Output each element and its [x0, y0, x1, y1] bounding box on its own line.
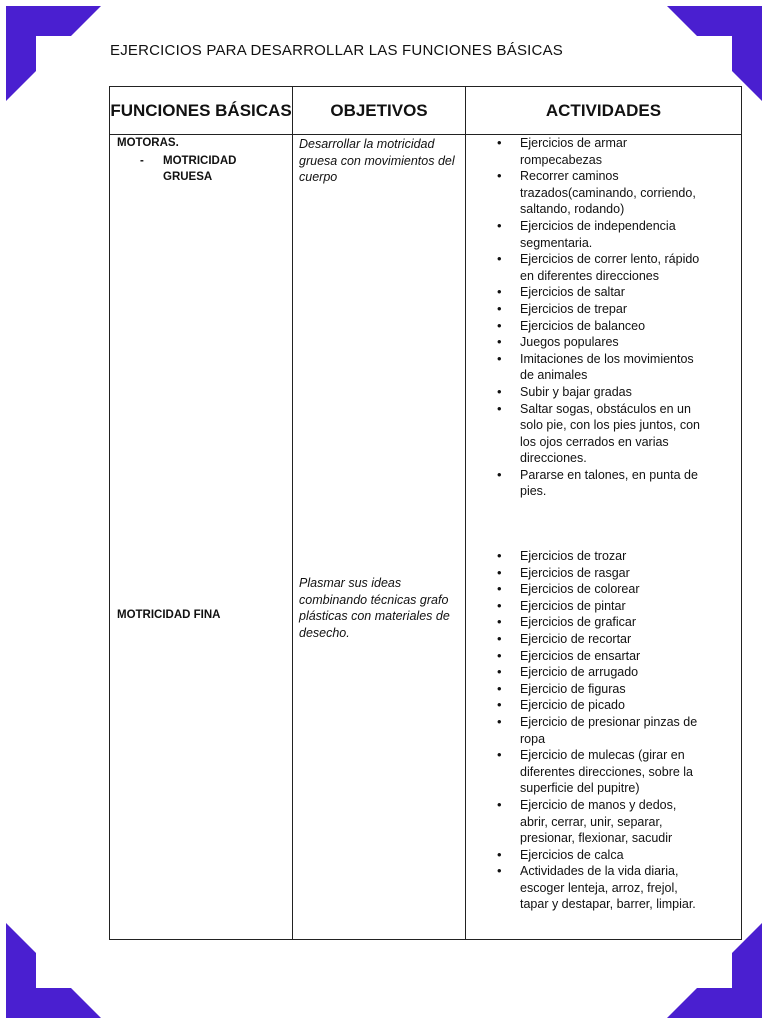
header-funciones: FUNCIONES BÁSICAS	[110, 87, 293, 135]
activity-item: • Ejercicio de picado	[466, 697, 700, 714]
activity-item: • Ejercicio de recortar	[466, 631, 700, 648]
activity-item: • Ejercicio de presionar pinzas de ropa	[466, 714, 700, 747]
activity-item: • Ejercicios de ensartar	[466, 648, 700, 665]
header-actividades: ACTIVIDADES	[466, 87, 742, 135]
activity-item: • Subir y bajar gradas	[466, 384, 700, 401]
activity-item: • Ejercicio de figuras	[466, 681, 700, 698]
activity-item: • Ejercicios de rasgar	[466, 565, 700, 582]
activity-item: • Juegos populares	[466, 334, 700, 351]
header-objetivos: OBJETIVOS	[293, 87, 466, 135]
objetivo-gruesa: Desarrollar la motricidad gruesa con movimientos del cuerpo	[299, 137, 455, 185]
functions-table	[109, 86, 742, 940]
funcion-motricidad-gruesa: MOTRICIDAD GRUESA	[163, 155, 237, 183]
activity-item: • Ejercicio de mulecas (girar en diferentes direcciones, sobre la superficie del pupitre)	[466, 747, 700, 797]
activity-item: • Ejercicio de manos y dedos, abrir, cerrar, unir, separar, presionar, flexionar, sacudir	[466, 797, 700, 847]
document-title: EJERCICIOS PARA DESARROLLAR LAS FUNCIONES BÁSICAS	[110, 42, 563, 59]
activity-item: • Ejercicios de armar rompecabezas	[466, 135, 700, 168]
activity-item: • Recorrer caminos trazados(caminando, corriendo, saltando, rodando)	[466, 168, 700, 218]
funcion-motoras: MOTORAS.	[117, 137, 179, 149]
funciones-cell	[110, 135, 293, 940]
activity-item: • Ejercicio de arrugado	[466, 664, 700, 681]
dash-marker: -	[140, 155, 144, 167]
activity-item: • Ejercicios de trepar	[466, 301, 700, 318]
activity-item: • Saltar sogas, obstáculos en un solo pie, con los pies juntos, con los ojos cerrados en varias direcciones.	[466, 401, 700, 467]
actividades-fina-list	[466, 548, 736, 913]
funcion-motricidad-fina: MOTRICIDAD FINA	[117, 609, 221, 621]
objetivos-cell	[293, 135, 466, 940]
activity-item: • Ejercicios de calca	[466, 847, 700, 864]
activity-item: • Ejercicios de graficar	[466, 614, 700, 631]
activity-item: • Ejercicios de saltar	[466, 284, 700, 301]
objetivo-fina: Plasmar sus ideas combinando técnicas grafo plásticas con materiales de desecho.	[299, 576, 450, 640]
activity-item: • Ejercicios de independencia segmentaria.	[466, 218, 700, 251]
table-header-row	[110, 87, 742, 135]
corner-ornament-bottom-left	[6, 918, 106, 1018]
actividades-gruesa-list	[466, 135, 736, 500]
activity-item: • Ejercicios de trozar	[466, 548, 700, 565]
activity-item: • Ejercicios de colorear	[466, 581, 700, 598]
activity-item: • Ejercicios de correr lento, rápido en diferentes direcciones	[466, 251, 700, 284]
activity-item: • Actividades de la vida diaria, escoger lenteja, arroz, frejol, tapar y destapar, barrer, limpiar.	[466, 863, 700, 913]
activity-item: • Imitaciones de los movimientos de animales	[466, 351, 700, 384]
activity-item: • Pararse en talones, en punta de pies.	[466, 467, 700, 500]
activity-item: • Ejercicios de pintar	[466, 598, 700, 615]
corner-ornament-top-left	[6, 6, 106, 106]
activity-item: • Ejercicios de balanceo	[466, 318, 700, 335]
actividades-cell	[466, 135, 742, 940]
table-body-row	[110, 135, 742, 940]
